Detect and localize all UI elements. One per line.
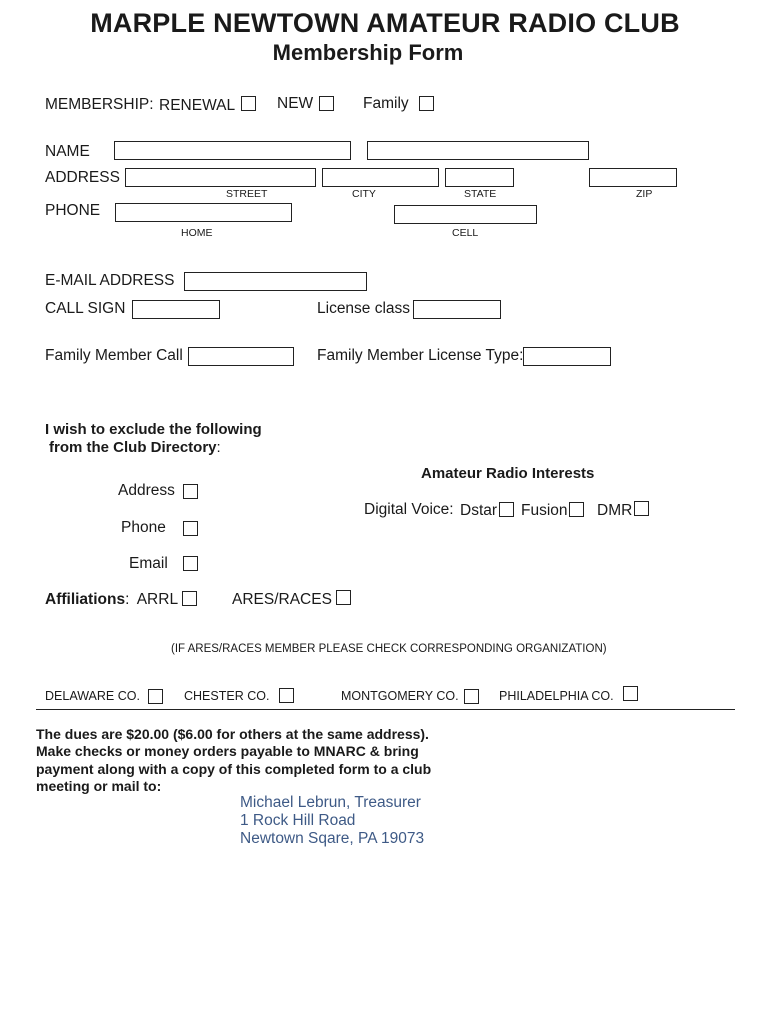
zip-field[interactable]	[589, 168, 677, 187]
mailing-street: 1 Rock Hill Road	[240, 812, 356, 829]
license-class-field[interactable]	[413, 300, 501, 319]
phone-label: PHONE	[45, 202, 101, 219]
philadelphia-label: PHILADELPHIA CO.	[499, 689, 614, 703]
exclude-colon: :	[216, 439, 221, 456]
exclude-address-label: Address	[118, 482, 175, 499]
dues-line3: payment along with a copy of this completed form to a club	[36, 761, 432, 777]
montgomery-label: MONTGOMERY CO.	[341, 689, 459, 703]
new-checkbox[interactable]	[319, 96, 334, 111]
dues-line2: Make checks or money orders payable to MNARC & bring	[36, 743, 419, 759]
mailing-city: Newtown Sqare, PA 19073	[240, 830, 425, 847]
ares-races-checkbox[interactable]	[336, 590, 351, 605]
exclude-heading-line1: I wish to exclude the following	[45, 421, 262, 438]
membership-label: MEMBERSHIP:	[45, 96, 154, 113]
cell-phone-field[interactable]	[394, 205, 537, 224]
arrl-label: ARRL	[136, 591, 179, 608]
dmr-checkbox[interactable]	[634, 501, 649, 516]
form-subtitle: Membership Form	[272, 40, 464, 65]
exclude-phone-label: Phone	[121, 519, 166, 536]
affiliations-row	[45, 591, 178, 609]
home-caption: HOME	[181, 227, 213, 239]
name-label: NAME	[45, 143, 90, 160]
address-label: ADDRESS	[45, 169, 120, 186]
fusion-label: Fusion	[521, 502, 568, 519]
callsign-field[interactable]	[132, 300, 220, 319]
callsign-label: CALL SIGN	[45, 300, 126, 317]
last-name-field[interactable]	[367, 141, 589, 160]
family-call-label: Family Member Call	[45, 347, 183, 364]
city-caption: CITY	[352, 188, 376, 200]
interests-heading: Amateur Radio Interests	[421, 465, 595, 482]
dues-line1: The dues are $20.00 ($6.00 for others at the same address).	[36, 726, 429, 742]
arrl-checkbox[interactable]	[182, 591, 197, 606]
ares-races-label: ARES/RACES	[232, 591, 332, 608]
zip-caption: ZIP	[636, 188, 653, 200]
first-name-field[interactable]	[114, 141, 351, 160]
state-caption: STATE	[464, 188, 497, 200]
philadelphia-checkbox[interactable]	[623, 686, 638, 701]
mailing-name: Michael Lebrun, Treasurer	[240, 794, 421, 811]
exclude-heading-text: from the Club Directory	[49, 439, 217, 456]
affiliations-label: Affiliations	[45, 591, 126, 608]
renewal-checkbox[interactable]	[241, 96, 256, 111]
montgomery-checkbox[interactable]	[464, 689, 479, 704]
delaware-label: DELAWARE CO.	[45, 689, 140, 703]
exclude-heading-line2	[49, 439, 221, 456]
dstar-checkbox[interactable]	[499, 502, 514, 517]
street-caption: STREET	[226, 188, 268, 200]
family-checkbox[interactable]	[419, 96, 434, 111]
ares-note: (IF ARES/RACES MEMBER PLEASE CHECK CORRESPONDING ORGANIZATION)	[171, 643, 607, 655]
state-field[interactable]	[445, 168, 514, 187]
email-field[interactable]	[184, 272, 367, 291]
family-call-field[interactable]	[188, 347, 294, 366]
exclude-address-checkbox[interactable]	[183, 484, 198, 499]
street-field[interactable]	[125, 168, 316, 187]
affiliations-colon: :	[125, 591, 130, 608]
family-label: Family	[363, 95, 409, 112]
license-class-label: License class	[317, 300, 411, 317]
home-phone-field[interactable]	[115, 203, 292, 222]
dmr-label: DMR	[597, 502, 633, 519]
exclude-phone-checkbox[interactable]	[183, 521, 198, 536]
chester-label: CHESTER CO.	[184, 689, 270, 703]
chester-checkbox[interactable]	[279, 688, 294, 703]
digital-voice-label: Digital Voice:	[364, 501, 454, 518]
fusion-checkbox[interactable]	[569, 502, 584, 517]
delaware-checkbox[interactable]	[148, 689, 163, 704]
new-label: NEW	[277, 95, 314, 112]
family-license-field[interactable]	[523, 347, 611, 366]
city-field[interactable]	[322, 168, 439, 187]
renewal-label: RENEWAL	[159, 97, 236, 114]
exclude-email-label: Email	[129, 555, 168, 572]
dstar-label: Dstar	[460, 502, 498, 519]
cell-caption: CELL	[452, 227, 479, 239]
divider	[36, 709, 735, 710]
email-label: E-MAIL ADDRESS	[45, 272, 175, 289]
form-title: MARPLE NEWTOWN AMATEUR RADIO CLUB	[90, 8, 680, 38]
exclude-email-checkbox[interactable]	[183, 556, 198, 571]
family-license-label: Family Member License Type:	[317, 347, 524, 364]
dues-line4: meeting or mail to:	[36, 778, 162, 794]
